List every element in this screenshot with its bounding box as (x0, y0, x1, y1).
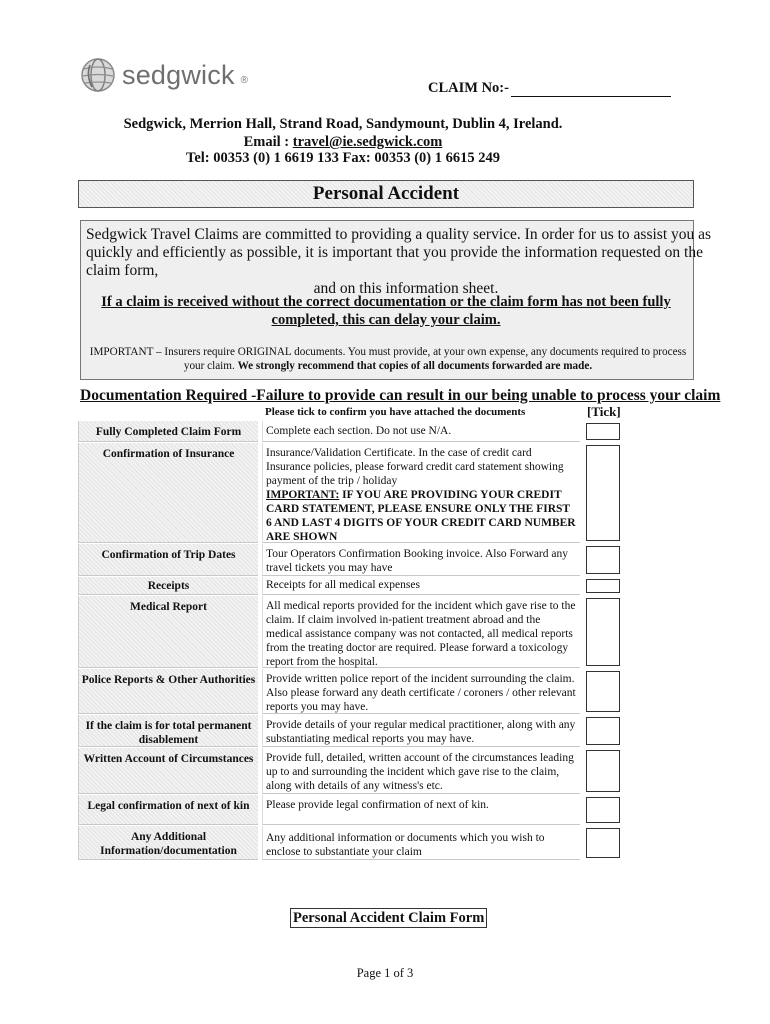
tick-checkbox[interactable] (586, 423, 620, 440)
table-row (78, 443, 624, 543)
claim-number-field (428, 80, 671, 97)
document-description: Please provide legal confirmation of next of kin. (262, 795, 580, 825)
email-link[interactable]: travel@ie.sedgwick.com (292, 134, 443, 150)
intro-text-end: and on this information sheet. (313, 280, 499, 297)
important-notice (86, 345, 690, 373)
document-description: Receipts for all medical expenses (262, 577, 580, 595)
document-label: Medical Report (78, 596, 258, 668)
table-row (78, 795, 624, 825)
tick-checkbox[interactable] (586, 750, 620, 792)
document-description: Complete each section. Do not use N/A. (262, 421, 580, 442)
document-description-text: Insurance/Validation Certificate. In the case of credit card Insurance policies, please forward credit card statement showing payment of the trip / holiday (266, 447, 564, 487)
document-description: Provide details of your regular medical practitioner, along with any substantiating medical reports you may have. (262, 715, 580, 747)
tick-checkbox[interactable] (586, 579, 620, 593)
important-recommendation: We strongly recommend that copies of all documents forwarded are made. (237, 360, 593, 372)
tick-checkbox[interactable] (586, 445, 620, 541)
tick-column-label: [Tick] (587, 404, 621, 419)
document-description: Tour Operators Confirmation Booking invoice. Also Forward any travel tickets you may have (262, 544, 580, 576)
tick-checkbox[interactable] (586, 671, 620, 712)
table-row (78, 669, 624, 714)
documentation-warning: If a claim is received without the correct documentation or the claim form has not been fully completed, this can delay your claim. (101, 294, 671, 328)
tick-checkbox[interactable] (586, 717, 620, 745)
intro-text-main: Sedgwick Travel Claims are committed to providing a quality service. In order for us to assist you as quickly and efficiently as possible, it is important that you provide the information requested on the claim form, (86, 226, 712, 279)
tick-instruction: Please tick to confirm you have attached the documents (265, 406, 526, 418)
document-label: Written Account of Circumstances (78, 748, 258, 794)
table-row (78, 544, 624, 576)
intro-paragraph (86, 226, 726, 298)
table-row (78, 596, 624, 668)
claim-number-blank[interactable] (511, 82, 671, 97)
table-row (78, 421, 624, 442)
documentation-heading: Documentation Required -Failure to provide can result in our being unable to process your claim (80, 387, 721, 404)
document-description: All medical reports provided for the incident which gave rise to the claim. If claim involved in-patient treatment abroad and the medical assistance company was not contacted, all medical reports from the treating doctor are required. Please forward a toxicology report from the hospital. (262, 596, 580, 668)
document-description (262, 443, 580, 543)
phone-line: Tel: 00353 (0) 1 6619 133 Fax: 00353 (0) 1 6615 249 (185, 150, 500, 166)
table-row (78, 748, 624, 794)
registered-mark: ® (240, 74, 249, 86)
document-label: Police Reports & Other Authorities (78, 669, 258, 714)
brand-name: sedgwick (122, 59, 235, 90)
tick-checkbox[interactable] (586, 598, 620, 666)
email-label: Email : (243, 134, 293, 150)
important-label: IMPORTANT: (266, 489, 340, 501)
document-label: Receipts (78, 577, 258, 595)
page-number: Page 1 of 3 (356, 966, 414, 980)
claim-number-label: CLAIM No:- (428, 80, 509, 96)
document-description: Any additional information or documents which you wish to enclose to substantiate your claim (262, 826, 580, 860)
claim-form-title: Personal Accident Claim Form (290, 908, 487, 928)
table-row (78, 715, 624, 747)
document-label: Fully Completed Claim Form (78, 421, 258, 442)
address-line: Sedgwick, Merrion Hall, Strand Road, Sandymount, Dublin 4, Ireland. (123, 116, 563, 132)
document-description: Provide written police report of the incident surrounding the claim. Also please forward any death certificate / coroners / other relevant reports you may have. (262, 669, 580, 714)
sedgwick-logo (80, 55, 248, 95)
important-text: IMPORTANT – Insurers require ORIGINAL documents. You must provide, at your own expense, any documents required to process your claim. (89, 346, 687, 372)
tick-checkbox[interactable] (586, 797, 620, 823)
tick-checkbox[interactable] (586, 828, 620, 858)
document-label: If the claim is for total permanent disablement (78, 715, 258, 747)
document-label: Legal confirmation of next of kin (78, 795, 258, 825)
document-label: Confirmation of Trip Dates (78, 544, 258, 576)
page-title: Personal Accident (78, 180, 694, 208)
sedgwick-globe-icon (80, 57, 116, 93)
document-description: Provide full, detailed, written account of the circumstances leading up to and surrounding the incident which gave rise to the claim, along with details of any witness's etc. (262, 748, 580, 794)
email-line (0, 134, 728, 151)
document-label: Confirmation of Insurance (78, 443, 258, 543)
document-label: Any Additional Information/documentation (78, 826, 258, 860)
tick-checkbox[interactable] (586, 546, 620, 574)
credit-card-warning: IF YOU ARE PROVIDING YOUR CREDIT CARD STATEMENT, PLEASE ENSURE ONLY THE FIRST 6 AND LAST 4 DIGITS OF YOUR CREDIT CARD NUMBER ARE SHOWN (266, 489, 576, 543)
table-row (78, 826, 624, 860)
table-row (78, 577, 624, 595)
